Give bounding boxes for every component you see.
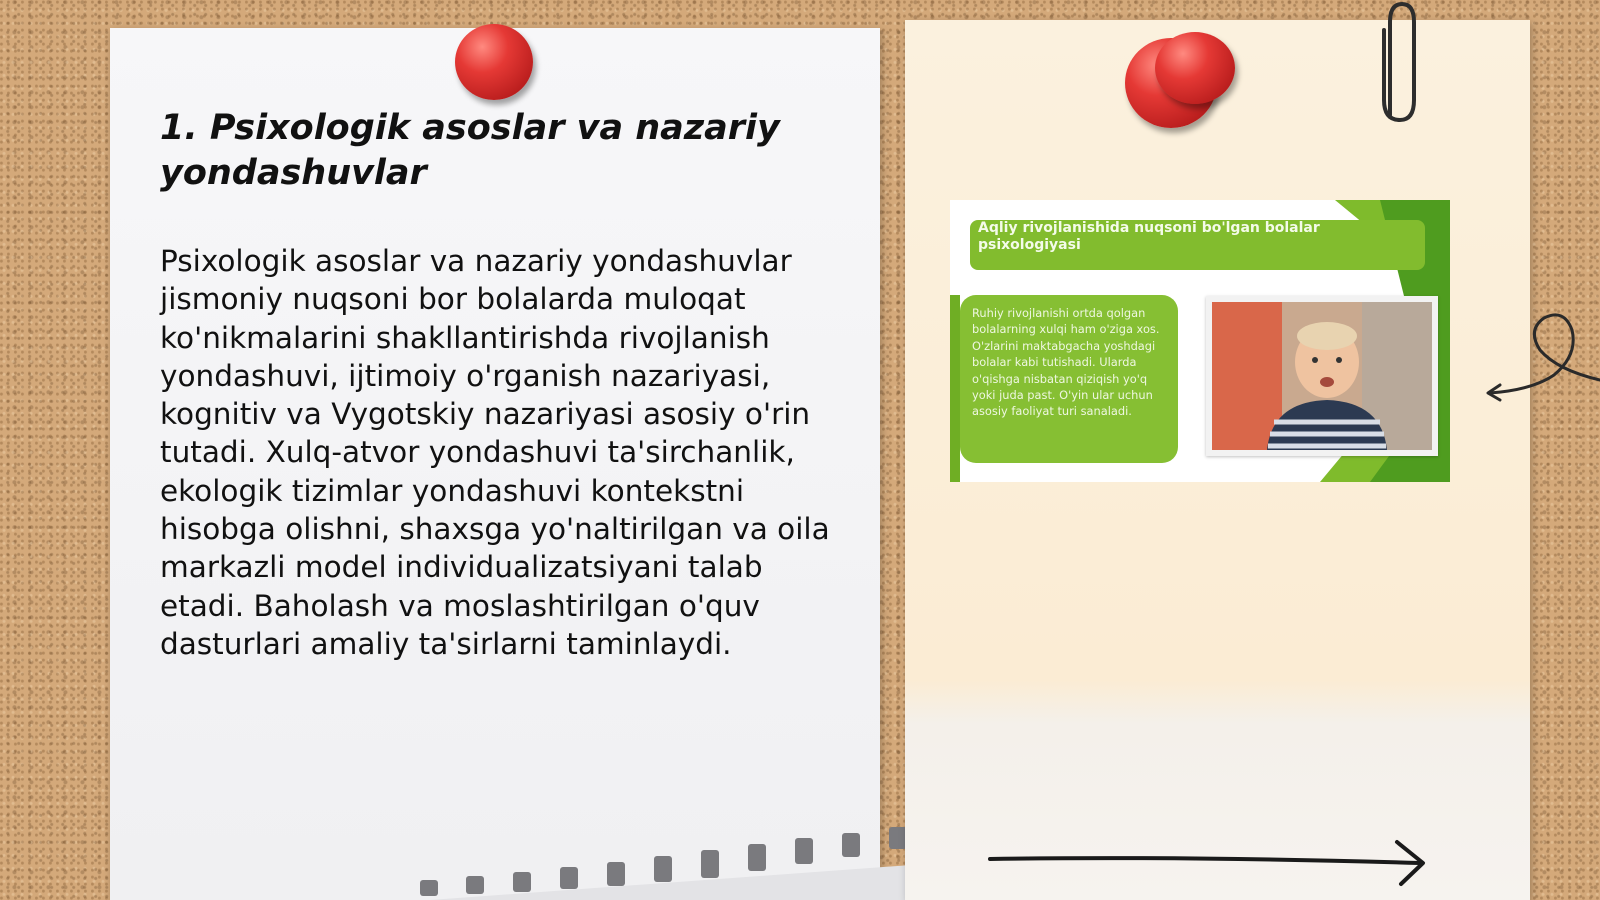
- note-title: 1. Psixologik asoslar va nazariy yondashuvlar: [160, 108, 780, 193]
- torn-spiral-edge: [410, 790, 990, 900]
- photo-frame: [1206, 296, 1438, 456]
- long-arrow-icon: [985, 838, 1445, 888]
- slide-title: Aqliy rivojlanishida nuqsoni bo'lgan bolalar psixologiyasi: [970, 220, 1425, 270]
- note-body: Psixologik asoslar va nazariy yondashuvlar jismoniy nuqsoni bor bolalarda muloqat ko'nikmalarini shakllantirishda rivojlanish yondashuvi, ijtimoiy o'rganish nazariyasi, kognitiv va Vygotskiy nazariyasi asosiy o'rin tutadi. Xulq-atvor yondashuvi ta'sirchanlik, ekologik tizimlar yondashuvi kontekstni hisobga olishni, shaxsga yo'naltirilgan va oila markazli model individualizatsiyani talab etadi. Baholash va moslashtirilgan o'quv dasturlari amaliy ta'sirlarni taminlaydi.: [160, 244, 830, 661]
- photo-child-icon: [1212, 302, 1432, 450]
- red-pushpin-right-front: [1155, 32, 1235, 104]
- slide-text: Ruhiy rivojlanishi ortda qolgan bolalarning xulqi ham o'ziga xos. O'zlarini maktabgacha yoshdagi bolalar kabi tutishadi. Ularda o'qishga nisbatan qiziqish yo'q yoki juda past. O'yin ular uchun asosiy faoliyat turi sanaladi.: [960, 295, 1178, 463]
- paperclip-icon: [1376, 0, 1420, 125]
- curl-arrow-icon: [1482, 310, 1600, 410]
- embedded-slide: [950, 200, 1450, 482]
- red-pushpin-left: [455, 24, 533, 100]
- left-note-paper: [110, 28, 880, 900]
